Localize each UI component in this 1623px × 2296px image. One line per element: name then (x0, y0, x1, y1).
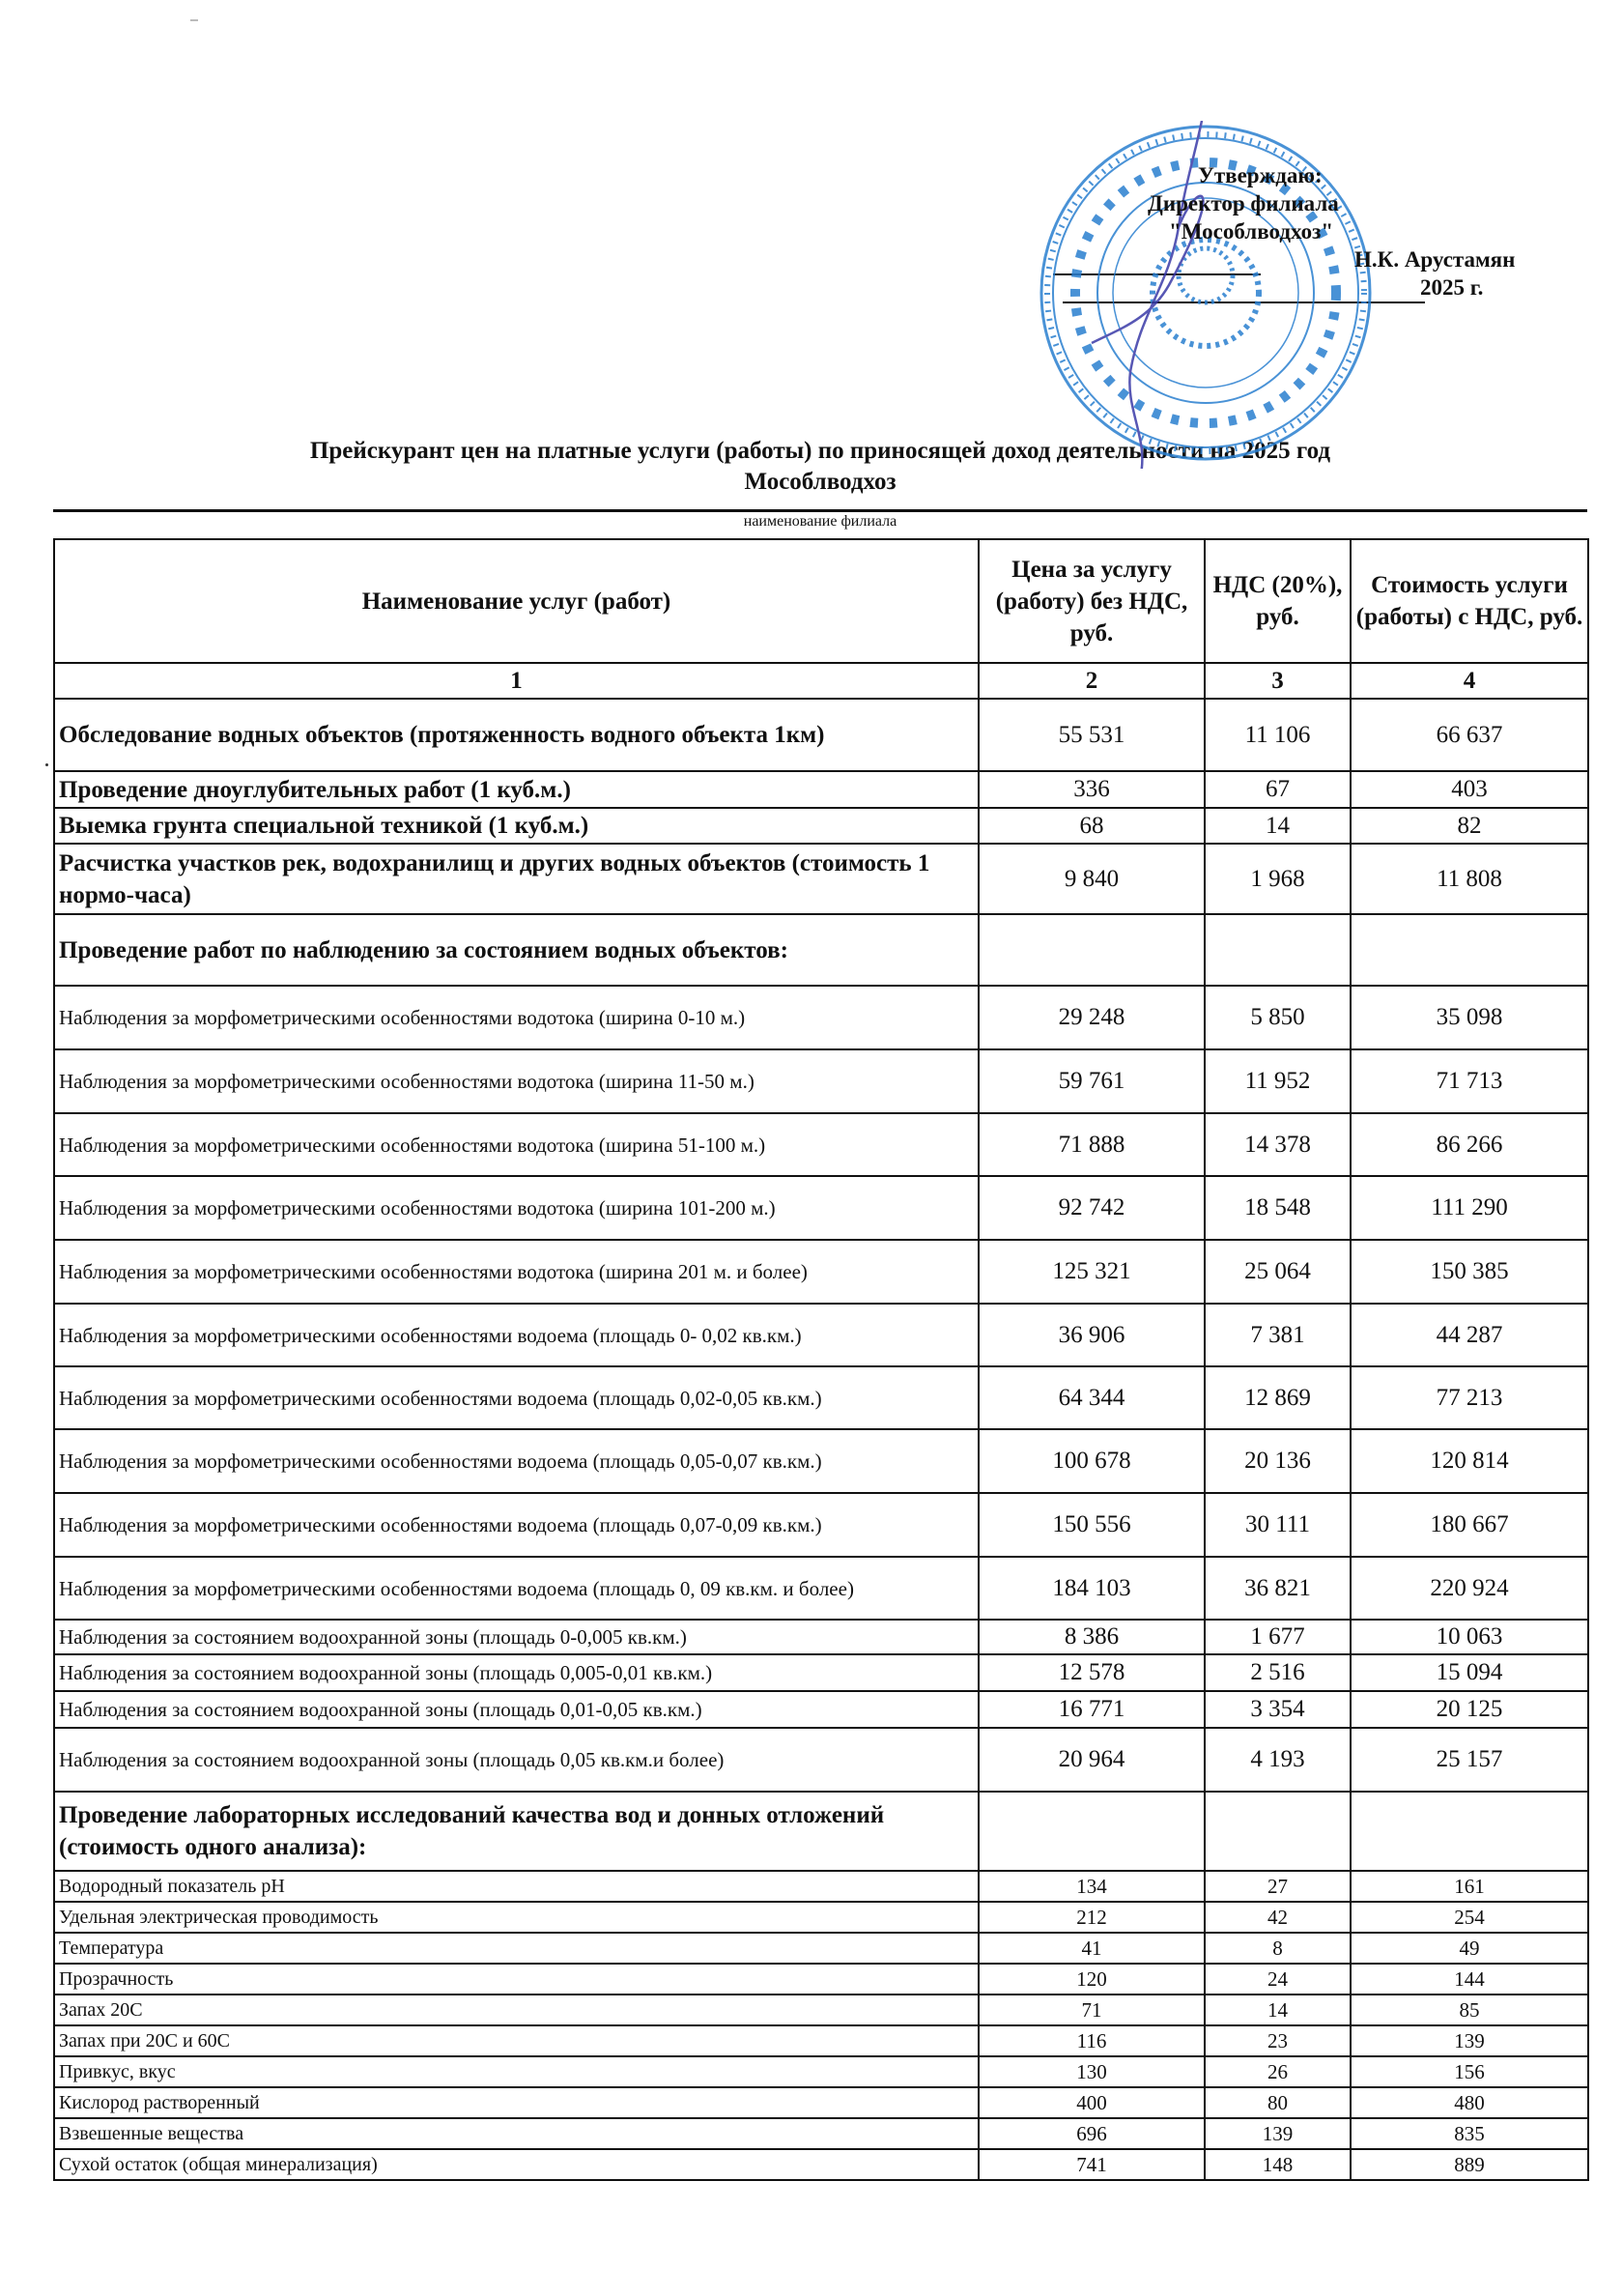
table-row (54, 1691, 1588, 1728)
total-cell: 20 125 (1351, 1691, 1588, 1728)
price-cell: 64 344 (979, 1366, 1205, 1429)
vat-cell: 1 968 (1205, 844, 1351, 914)
price-cell: 71 (979, 1995, 1205, 2025)
total-cell: 11 808 (1351, 844, 1588, 914)
service-name-cell: Прозрачность (54, 1964, 979, 1995)
service-name-cell: Наблюдения за состоянием водоохранной зоны (площадь 0,005-0,01 кв.км.) (54, 1654, 979, 1691)
price-cell: 36 906 (979, 1304, 1205, 1366)
vat-cell: 14 (1205, 1995, 1351, 2025)
service-name-cell: Запах при 20С и 60С (54, 2025, 979, 2056)
vat-cell: 139 (1205, 2118, 1351, 2149)
service-name-cell: Наблюдения за состоянием водоохранной зоны (площадь 0-0,005 кв.км.) (54, 1620, 979, 1654)
price-list-table (53, 538, 1589, 2181)
total-cell: 139 (1351, 2025, 1588, 2056)
vat-cell: 25 064 (1205, 1240, 1351, 1304)
vat-cell: 80 (1205, 2087, 1351, 2118)
vat-cell: 4 193 (1205, 1728, 1351, 1792)
price-cell: 134 (979, 1871, 1205, 1902)
price-cell: 125 321 (979, 1240, 1205, 1304)
vat-cell: 11 106 (1205, 699, 1351, 771)
service-name-cell: Наблюдения за морфометрическими особенностями водотока (ширина 101-200 м.) (54, 1176, 979, 1240)
vat-cell: 36 821 (1205, 1557, 1351, 1620)
header-total-with-vat: Стоимость услуги (работы) с НДС, руб. (1351, 539, 1588, 663)
table-section-row (54, 844, 1588, 914)
price-cell: 12 578 (979, 1654, 1205, 1691)
vat-cell: 1 677 (1205, 1620, 1351, 1654)
table-section-row (54, 1792, 1588, 1871)
table-row (54, 986, 1588, 1049)
approval-position: Директор филиала (1148, 191, 1339, 215)
header-service-name: Наименование услуг (работ) (54, 539, 979, 663)
table-row (54, 2149, 1588, 2180)
price-cell: 8 386 (979, 1620, 1205, 1654)
price-cell: 68 (979, 808, 1205, 844)
vat-cell: 7 381 (1205, 1304, 1351, 1366)
service-name-cell: Кислород растворенный (54, 2087, 979, 2118)
service-name-cell: Запах 20С (54, 1995, 979, 2025)
total-cell: 44 287 (1351, 1304, 1588, 1366)
total-cell: 480 (1351, 2087, 1588, 2118)
table-row (54, 1728, 1588, 1792)
service-name-cell: Наблюдения за морфометрическими особенностями водоема (площадь 0,07-0,09 кв.км.) (54, 1493, 979, 1557)
table-row (54, 1049, 1588, 1113)
service-name-cell: Наблюдения за морфометрическими особенностями водотока (ширина 201 м. и более) (54, 1240, 979, 1304)
table-section-row (54, 808, 1588, 844)
vat-cell: 11 952 (1205, 1049, 1351, 1113)
service-name-cell: Удельная электрическая проводимость (54, 1902, 979, 1933)
approval-branch: "Мособлводхоз" (1169, 219, 1334, 244)
table-row (54, 1493, 1588, 1557)
table-row (54, 1902, 1588, 1933)
total-cell: 254 (1351, 1902, 1588, 1933)
price-cell (979, 1792, 1205, 1871)
service-name-cell: Сухой остаток (общая минерализация) (54, 2149, 979, 2180)
price-cell: 55 531 (979, 699, 1205, 771)
table-section-row (54, 699, 1588, 771)
total-cell: 82 (1351, 808, 1588, 844)
total-cell: 403 (1351, 771, 1588, 808)
vat-cell: 30 111 (1205, 1493, 1351, 1557)
table-row (54, 1995, 1588, 2025)
branch-caption: наименование филиала (743, 513, 897, 530)
service-name-cell: Наблюдения за состоянием водоохранной зоны (площадь 0,05 кв.км.и более) (54, 1728, 979, 1792)
document-title: Прейскурант цен на платные услуги (работы) по приносящей доход деятельности на 2025 год (309, 438, 1331, 464)
vat-cell (1205, 914, 1351, 986)
price-cell: 184 103 (979, 1557, 1205, 1620)
table-row (54, 1240, 1588, 1304)
total-cell: 161 (1351, 1871, 1588, 1902)
approval-label: Утверждаю: (1198, 163, 1323, 187)
total-cell (1351, 1792, 1588, 1871)
table-row (54, 1933, 1588, 1964)
service-name-cell: Проведение работ по наблюдению за состоянием водных объектов: (54, 914, 979, 986)
total-cell: 86 266 (1351, 1113, 1588, 1176)
price-cell: 116 (979, 2025, 1205, 2056)
price-cell: 120 (979, 1964, 1205, 1995)
total-cell: 835 (1351, 2118, 1588, 2149)
price-cell (979, 914, 1205, 986)
column-number: 4 (1351, 663, 1588, 699)
header-price-without-vat: Цена за услугу (работу) без НДС, руб. (979, 539, 1205, 663)
vat-cell: 5 850 (1205, 986, 1351, 1049)
total-cell: 10 063 (1351, 1620, 1588, 1654)
price-cell: 16 771 (979, 1691, 1205, 1728)
table-row (54, 2118, 1588, 2149)
vat-cell: 67 (1205, 771, 1351, 808)
vat-cell: 23 (1205, 2025, 1351, 2056)
price-cell: 59 761 (979, 1049, 1205, 1113)
table-row (54, 1557, 1588, 1620)
vat-cell: 20 136 (1205, 1429, 1351, 1493)
price-cell: 92 742 (979, 1176, 1205, 1240)
service-name-cell: Обследование водных объектов (протяженность водного объекта 1км) (54, 699, 979, 771)
total-cell: 144 (1351, 1964, 1588, 1995)
service-name-cell: Наблюдения за морфометрическими особенностями водоема (площадь 0- 0,02 кв.км.) (54, 1304, 979, 1366)
stamp-emblem (1153, 240, 1259, 346)
table-row (54, 1176, 1588, 1240)
price-cell: 29 248 (979, 986, 1205, 1049)
service-name-cell: Наблюдения за морфометрическими особенностями водотока (ширина 51-100 м.) (54, 1113, 979, 1176)
total-cell: 120 814 (1351, 1429, 1588, 1493)
vat-cell: 12 869 (1205, 1366, 1351, 1429)
total-cell: 889 (1351, 2149, 1588, 2180)
vat-cell: 27 (1205, 1871, 1351, 1902)
vat-cell: 14 (1205, 808, 1351, 844)
service-name-cell: Наблюдения за состоянием водоохранной зоны (площадь 0,01-0,05 кв.км.) (54, 1691, 979, 1728)
price-cell: 130 (979, 2056, 1205, 2087)
table-section-row (54, 771, 1588, 808)
service-name-cell: Водородный показатель pH (54, 1871, 979, 1902)
table-row (54, 1964, 1588, 1995)
total-cell: 25 157 (1351, 1728, 1588, 1792)
service-name-cell: Проведение лабораторных исследований качества вод и донных отложений (стоимость одного анализа): (54, 1792, 979, 1871)
price-cell: 41 (979, 1933, 1205, 1964)
table-row (54, 1113, 1588, 1176)
column-number: 1 (54, 663, 979, 699)
total-cell: 77 213 (1351, 1366, 1588, 1429)
service-name-cell: Наблюдения за морфометрическими особенностями водотока (ширина 11-50 м.) (54, 1049, 979, 1113)
price-cell: 336 (979, 771, 1205, 808)
table-row (54, 2025, 1588, 2056)
total-cell: 15 094 (1351, 1654, 1588, 1691)
scan-dot (45, 763, 48, 766)
service-name-cell: Температура (54, 1933, 979, 1964)
vat-cell: 18 548 (1205, 1176, 1351, 1240)
total-cell: 180 667 (1351, 1493, 1588, 1557)
column-number: 2 (979, 663, 1205, 699)
table-row (54, 2056, 1588, 2087)
service-name-cell: Привкус, вкус (54, 2056, 979, 2087)
table-row (54, 1366, 1588, 1429)
table-section-row (54, 914, 1588, 986)
total-cell: 85 (1351, 1995, 1588, 2025)
service-name-cell: Наблюдения за морфометрическими особенностями водотока (ширина 0-10 м.) (54, 986, 979, 1049)
approval-date: 2025 г. (1420, 275, 1484, 300)
scan-speck (190, 19, 198, 21)
price-cell: 741 (979, 2149, 1205, 2180)
column-number: 3 (1205, 663, 1351, 699)
vat-cell: 148 (1205, 2149, 1351, 2180)
service-name-cell: Наблюдения за морфометрическими особенностями водоема (площадь 0,05-0,07 кв.км.) (54, 1429, 979, 1493)
vat-cell: 26 (1205, 2056, 1351, 2087)
vat-cell: 24 (1205, 1964, 1351, 1995)
table-row (54, 1654, 1588, 1691)
vat-cell: 8 (1205, 1933, 1351, 1964)
vat-cell: 14 378 (1205, 1113, 1351, 1176)
table-row (54, 2087, 1588, 2118)
total-cell: 49 (1351, 1933, 1588, 1964)
price-cell: 150 556 (979, 1493, 1205, 1557)
total-cell (1351, 914, 1588, 986)
price-cell: 9 840 (979, 844, 1205, 914)
price-cell: 212 (979, 1902, 1205, 1933)
price-cell: 100 678 (979, 1429, 1205, 1493)
vat-cell: 3 354 (1205, 1691, 1351, 1728)
vat-cell (1205, 1792, 1351, 1871)
table-header-row (54, 539, 1588, 663)
service-name-cell: Наблюдения за морфометрическими особенностями водоема (площадь 0, 09 кв.км. и более) (54, 1557, 979, 1620)
table-body (54, 699, 1588, 2180)
vat-cell: 2 516 (1205, 1654, 1351, 1691)
approval-signatory: Н.К. Арустамян (1354, 247, 1516, 272)
service-name-cell: Расчистка участков рек, водохранилищ и других водных объектов (стоимость 1 нормо-часа) (54, 844, 979, 914)
total-cell: 35 098 (1351, 986, 1588, 1049)
column-number-row (54, 663, 1588, 699)
vat-cell: 42 (1205, 1902, 1351, 1933)
service-name-cell: Проведение дноуглубительных работ (1 куб.м.) (54, 771, 979, 808)
service-name-cell: Взвешенные вещества (54, 2118, 979, 2149)
total-cell: 150 385 (1351, 1240, 1588, 1304)
table-row (54, 1620, 1588, 1654)
service-name-cell: Наблюдения за морфометрическими особенностями водоема (площадь 0,02-0,05 кв.км.) (54, 1366, 979, 1429)
header-vat: НДС (20%), руб. (1205, 539, 1351, 663)
total-cell: 156 (1351, 2056, 1588, 2087)
total-cell: 220 924 (1351, 1557, 1588, 1620)
table-row (54, 1429, 1588, 1493)
price-cell: 696 (979, 2118, 1205, 2149)
total-cell: 66 637 (1351, 699, 1588, 771)
table-row (54, 1871, 1588, 1902)
price-cell: 20 964 (979, 1728, 1205, 1792)
price-cell: 71 888 (979, 1113, 1205, 1176)
stamp-emblem-core (1179, 248, 1233, 302)
service-name-cell: Выемка грунта специальной техникой (1 куб.м.) (54, 808, 979, 844)
total-cell: 71 713 (1351, 1049, 1588, 1113)
price-cell: 400 (979, 2087, 1205, 2118)
branch-name: Мособлводхоз (744, 469, 897, 495)
table-row (54, 1304, 1588, 1366)
total-cell: 111 290 (1351, 1176, 1588, 1240)
